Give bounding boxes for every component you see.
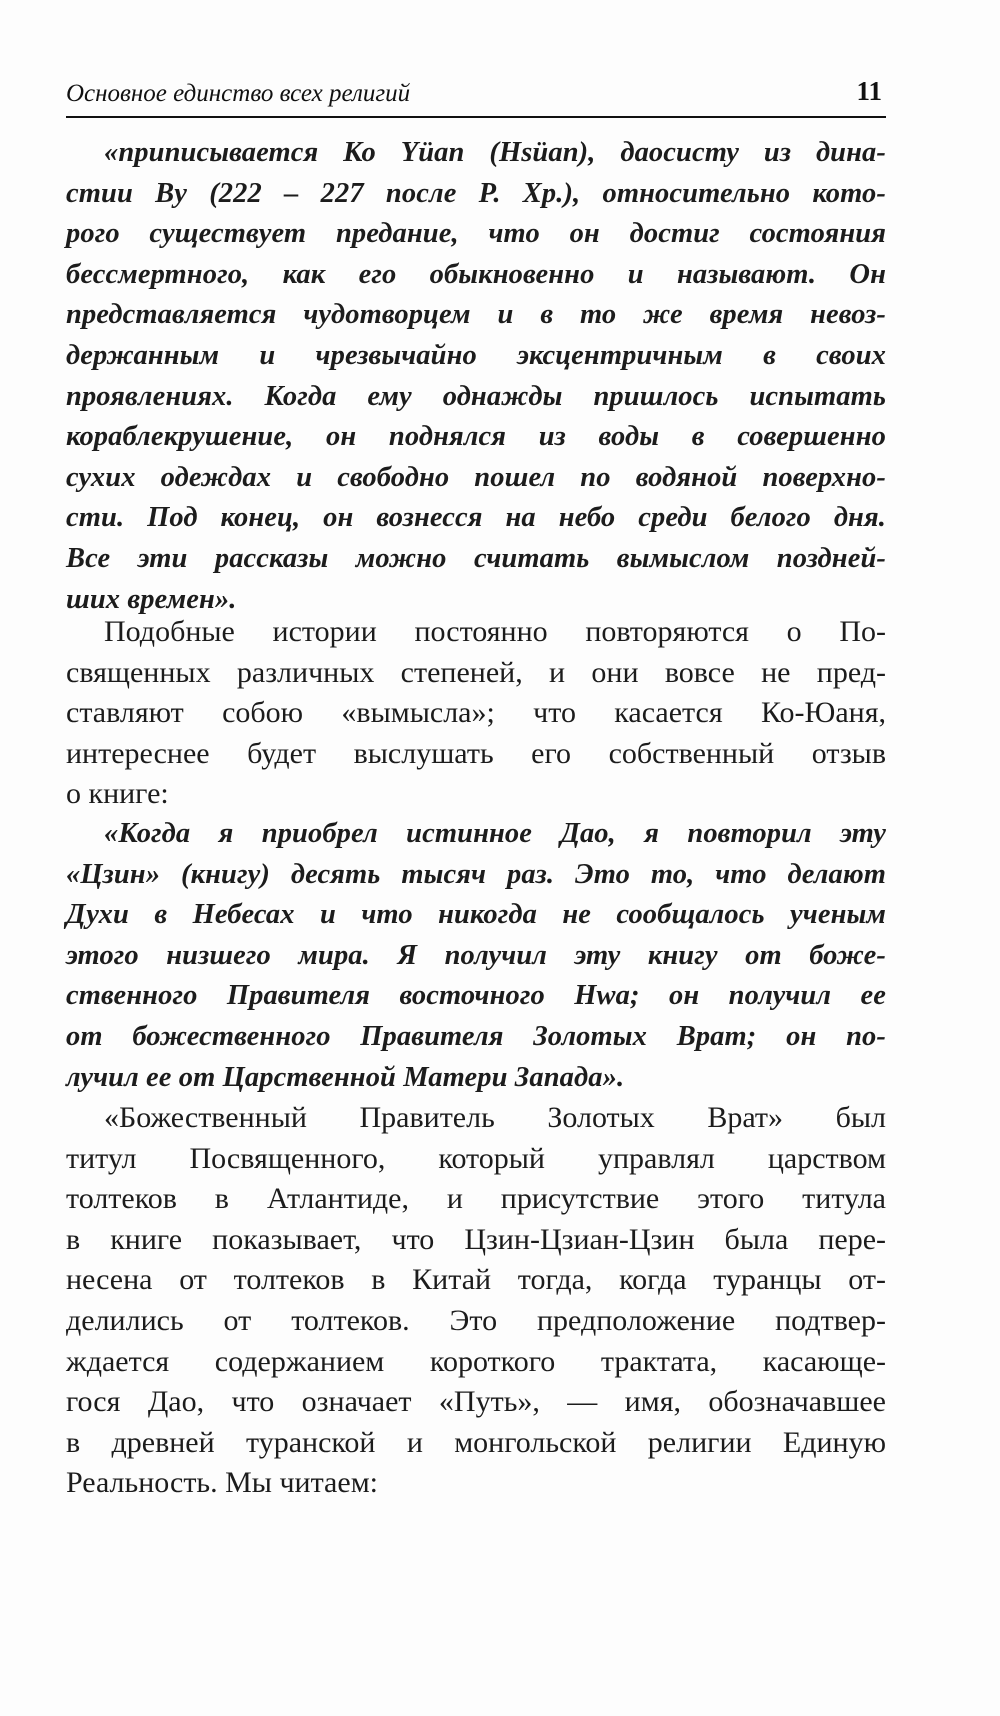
text-line: сти. Под конец, он вознесся на небо среди белого дня.: [66, 502, 886, 534]
text-line: рого существует предание, что он достиг состояния: [66, 218, 886, 250]
text-line: «Когда я приобрел истинное Дао, я повторил эту: [104, 818, 886, 849]
paragraph-golden-gates: [66, 1098, 886, 1504]
text-line: толтеков в Атлантиде, и присутствие этого титула: [66, 1182, 886, 1216]
text-line: священных различных степеней, и они вовсе не пред-: [66, 655, 886, 689]
text-line: ших времен».: [66, 583, 237, 615]
text-line: от божественного Правителя Золотых Врат; он по-: [66, 1020, 886, 1052]
text-line: ставляют собою «вымысла»; что касается Ко-Юаня,: [66, 696, 886, 730]
text-line: гося Дао, что означает «Путь», — имя, обозначавшее: [66, 1385, 886, 1419]
text-line: в древней туранской и монгольской религии Единую: [66, 1425, 886, 1459]
text-line: ственного Правителя восточного Hwa; он получил ее: [66, 980, 886, 1012]
text-line: о книге:: [66, 777, 169, 811]
text-line: лучил ее от Царственной Матери Запада».: [66, 1061, 625, 1093]
text-line: интереснее будет выслушать его собственный отзыв: [66, 736, 886, 770]
text-line: «Цзин» (книгу) десять тысяч раз. Это то, что делают: [66, 858, 886, 890]
quote-ko-yuan-legend: [66, 133, 886, 620]
text-line: «приписывается Ко Yüan (Hsüan), даосисту из дина-: [104, 137, 886, 168]
text-line: Подобные истории постоянно повторяются о По-: [104, 615, 886, 648]
text-line: «Божественный Правитель Золотых Врат» был: [104, 1101, 886, 1134]
text-line: кораблекрушение, он поднялся из воды в совершенно: [66, 421, 886, 453]
quote-true-tao: [66, 814, 886, 1098]
running-title: Основное единство всех религий: [66, 80, 411, 107]
text-line: бессмертного, как его обыкновенно и называют. Он: [66, 258, 886, 290]
text-line: Все эти рассказы можно считать вымыслом поздней-: [66, 542, 886, 574]
text-line: проявлениях. Когда ему однажды пришлось испытать: [66, 380, 886, 412]
text-line: в книге показывает, что Цзин-Цзиан-Цзин была пере-: [66, 1222, 886, 1256]
page-number: 11: [856, 76, 882, 106]
text-line: ждается содержанием короткого трактата, касающе-: [66, 1344, 886, 1378]
text-line: представляется чудотворцем и в то же время невоз-: [66, 299, 886, 331]
running-header: [66, 76, 886, 118]
text-line: Реальность. Мы читаем:: [66, 1466, 379, 1500]
text-line: держанным и чрезвычайно эксцентричным в своих: [66, 339, 886, 371]
paragraph-similar-stories: [66, 612, 886, 815]
text-line: делились от толтеков. Это предположение подтвер-: [66, 1303, 886, 1337]
text-line: несена от толтеков в Китай тогда, когда туранцы от-: [66, 1263, 886, 1297]
text-line: Духи в Небесах и что никогда не сообщалось ученым: [66, 899, 886, 931]
text-line: этого низшего мира. Я получил эту книгу от боже-: [66, 939, 886, 971]
text-line: стии Ву (222 – 227 после Р. Хр.), относительно кото-: [66, 177, 886, 209]
text-line: сухих одеждах и свободно пошел по водяной поверхно-: [66, 461, 886, 493]
text-line: титул Посвященного, который управлял царством: [66, 1141, 886, 1175]
